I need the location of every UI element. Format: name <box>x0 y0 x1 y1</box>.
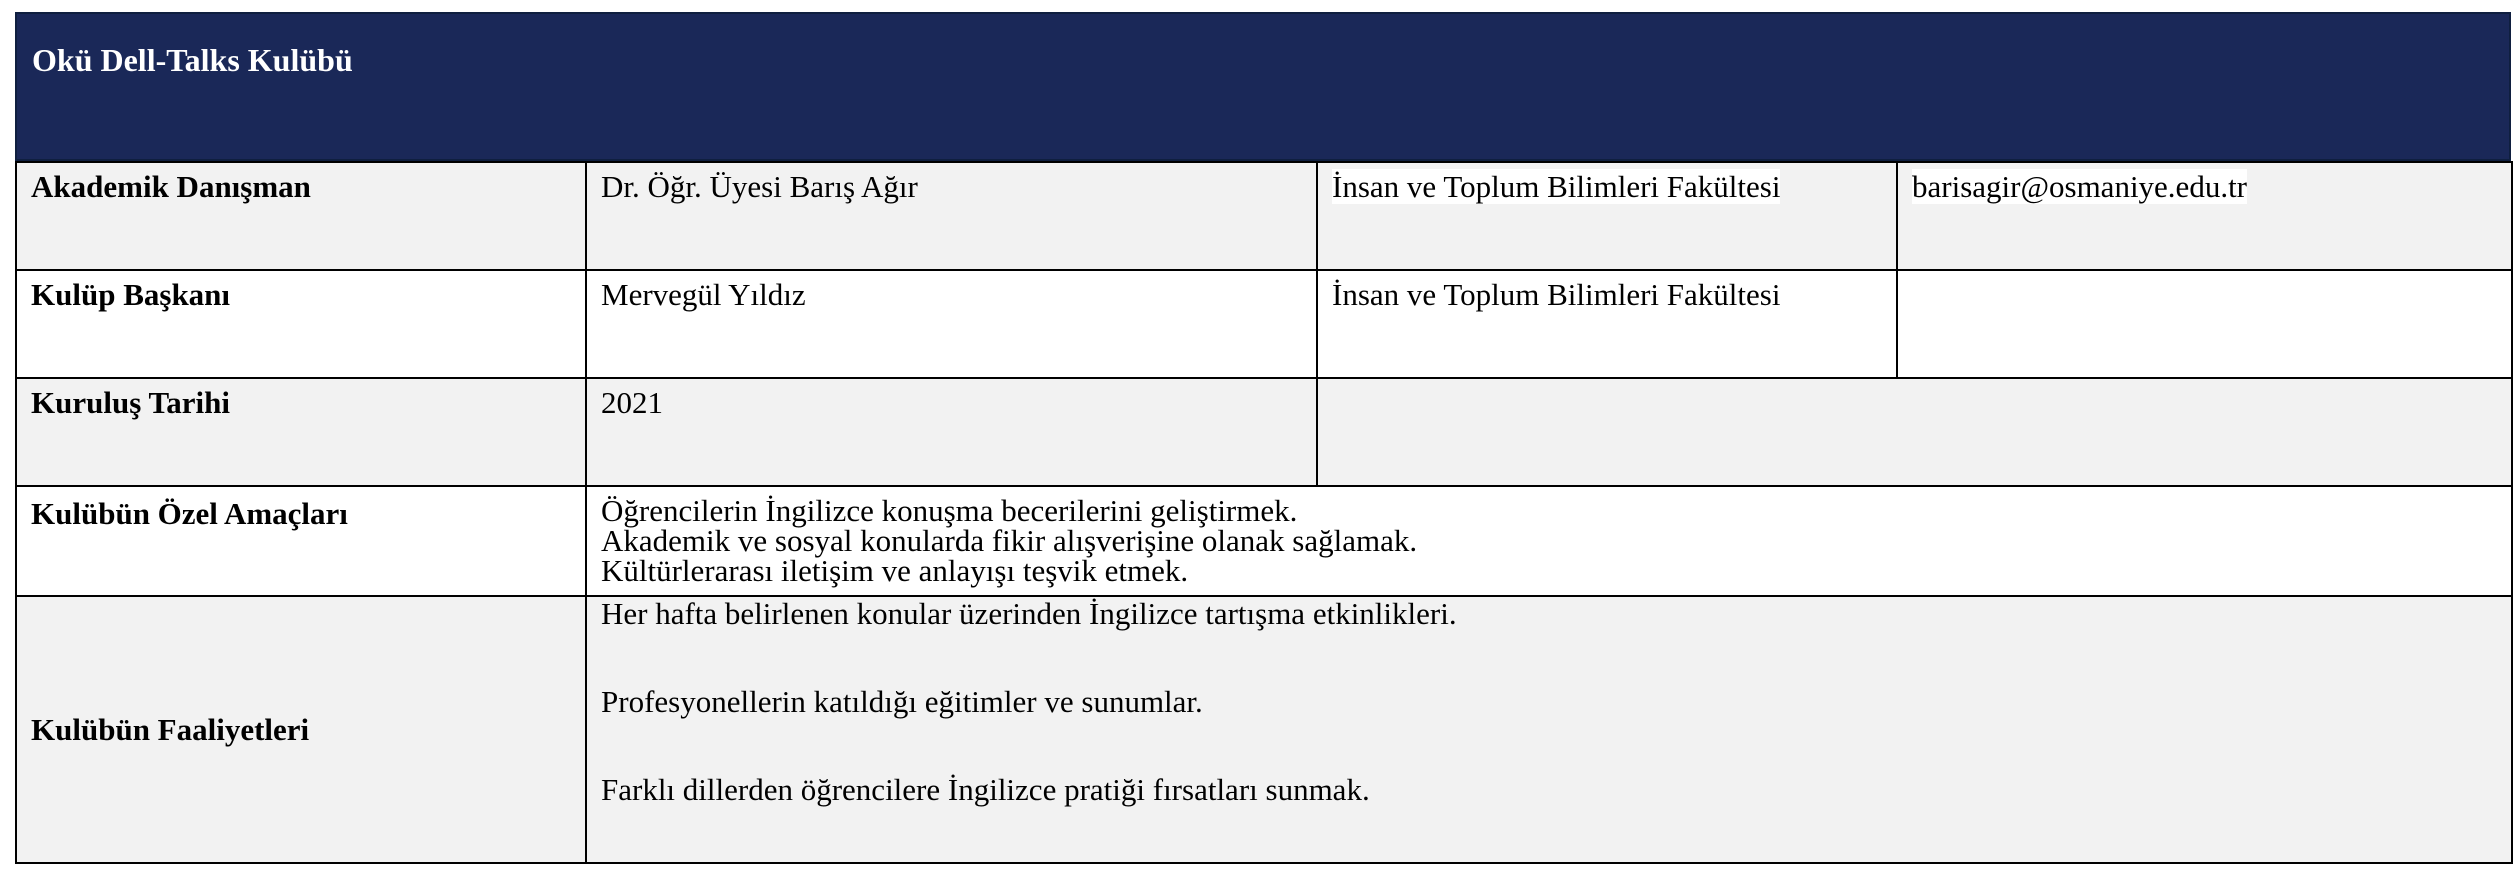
advisor-email-link[interactable]: barisagir@osmaniye.edu.tr <box>1912 169 2248 204</box>
advisor-label: Akademik Danışman <box>16 162 586 270</box>
president-faculty: İnsan ve Toplum Bilimleri Fakültesi <box>1317 270 1897 378</box>
activity-item: Profesyonellerin katıldığı eğitimler ve sunumlar. <box>601 684 1203 719</box>
activities-list <box>586 596 2512 863</box>
goals-label: Kulübün Özel Amaçları <box>16 486 586 596</box>
president-row <box>16 270 2512 378</box>
advisor-faculty-text: İnsan ve Toplum Bilimleri Fakültesi <box>1332 169 1781 204</box>
goal-item: Öğrencilerin İngilizce konuşma becerilerini geliştirmek. <box>601 493 1298 528</box>
club-title: Okü Dell-Talks Kulübü <box>32 42 353 78</box>
goals-row <box>16 486 2512 596</box>
advisor-email <box>1897 162 2512 270</box>
goal-item: Kültürlerarası iletişim ve anlayışı teşvik etmek. <box>601 553 1189 588</box>
goals-list <box>586 486 2512 596</box>
advisor-faculty <box>1317 162 1897 270</box>
activity-item: Her hafta belirlenen konular üzerinden İngilizce tartışma etkinlikleri. <box>601 596 1457 631</box>
activities-label: Kulübün Faaliyetleri <box>16 596 586 863</box>
president-email <box>1897 270 2512 378</box>
founded-label: Kuruluş Tarihi <box>16 378 586 486</box>
goal-item: Akademik ve sosyal konularda fikir alışverişine olanak sağlamak. <box>601 523 1418 558</box>
founded-empty-cell <box>1317 378 2512 486</box>
president-name: Mervegül Yıldız <box>586 270 1317 378</box>
activities-row <box>16 596 2512 863</box>
advisor-row <box>16 162 2512 270</box>
activity-item: Farklı dillerden öğrencilere İngilizce pratiği fırsatları sunmak. <box>601 772 1370 807</box>
founded-value: 2021 <box>586 378 1317 486</box>
founded-row <box>16 378 2512 486</box>
club-info-table <box>15 161 2513 864</box>
club-info-document <box>15 12 2511 864</box>
advisor-name: Dr. Öğr. Üyesi Barış Ağır <box>586 162 1317 270</box>
club-header-bar <box>15 12 2511 161</box>
president-label: Kulüp Başkanı <box>16 270 586 378</box>
